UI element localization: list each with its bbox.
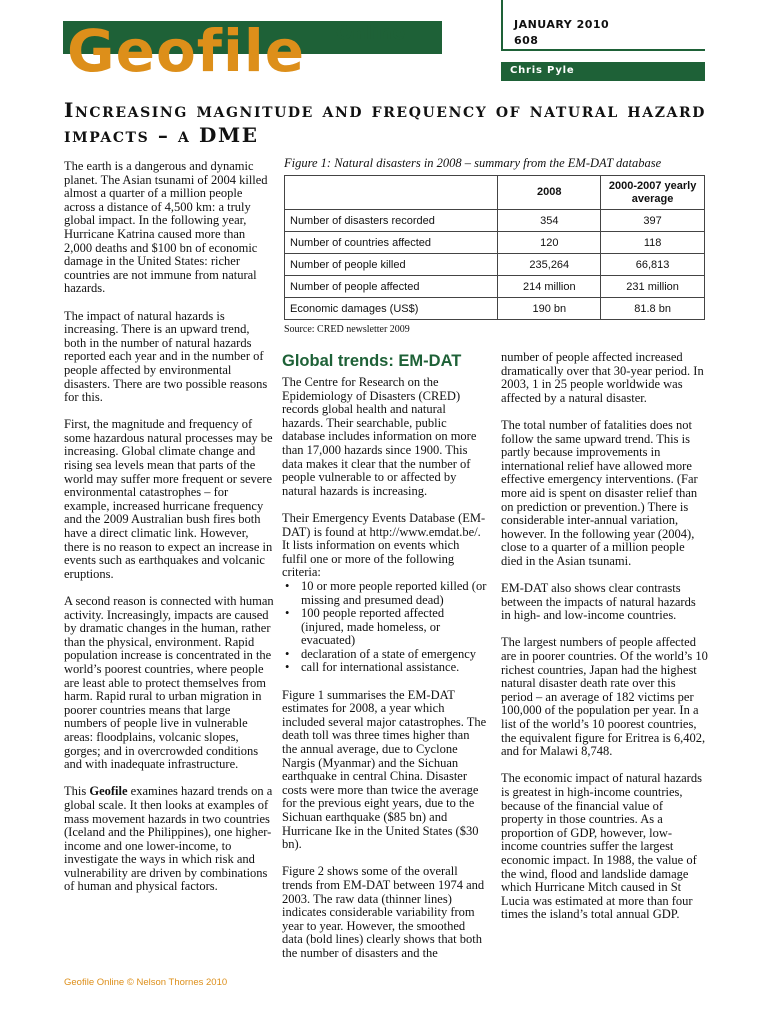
geofile-bold: Geofile — [89, 784, 128, 799]
row-label: Number of countries affected — [285, 232, 498, 254]
paragraph: The economic impact of natural hazards is greatest in high-income countries, because of the financial value of property in those countries. As a proportion of GDP, however, low-income countries suffer the largest economic impact. In 1988, the value of the wind, flood and landslide damage which Hurricane Mitch caused in St Lucia was estimated at more than four times the island’s total annual GDP. — [501, 771, 702, 922]
value-2008: 214 million — [498, 276, 601, 298]
paragraph: Figure 2 shows some of the overall trends from EM-DAT between 1974 and 2003. The raw data (thinner lines) indicates considerable variability from year to year. However, the smoothed data (bold lines) clearly shows that both the number of disasters and the — [282, 864, 485, 960]
table-row — [285, 210, 705, 232]
table-row — [285, 298, 705, 320]
value-average: 231 million — [601, 276, 705, 298]
paragraph: Figure 1 summarises the EM-DAT estimates for 2008, a year which included several major catastrophes. The death toll was three times higher than the annual average, due to Cyclone Nargis (Myanmar) and the Sichuan earthquake in central China. Disaster costs were more than twice the average for the previous eight years, due to the Sichuan earthquake ($85 bn) and Hurricane Ike in the United States ($30 bn). — [282, 687, 487, 852]
header-cell: 2000-2007 yearly average — [601, 176, 705, 210]
issue-date: JANUARY 2010 — [514, 18, 610, 31]
paragraph-text: examines hazard trends on a global scale. It then looks at examples of mass movement hazards in two countries (Iceland and the Philippines), one higher-income and one lower-income, to investigate the ways in which risk and vulnerability are driven by combinations of human and physical factors. — [64, 784, 273, 894]
paragraph: First, the magnitude and frequency of some hazardous natural processes may be increasing. Global climate change and rising sea levels mean that parts of the world may suffer more frequent or severe environmental catastrophes – for example, increased hurricane frequency and the 2009 Australian bush fires both have a direct climatic link. However, there is no reason to expect an increase in events such as earthquakes and volcanic eruptions. — [64, 417, 273, 581]
column-1 — [64, 160, 274, 908]
list-item: • call for international assistance. — [282, 661, 487, 675]
paragraph: The impact of natural hazards is increasing. There is an upward trend, both in the number of natural hazards reported each year and in the number of people affected by environmental disasters. There are two possible reasons for this. — [64, 308, 268, 405]
issue-info — [501, 0, 705, 51]
row-label: Number of disasters recorded — [285, 210, 498, 232]
value-2008: 354 — [498, 210, 601, 232]
footer-copyright: Geofile Online © Nelson Thornes 2010 — [64, 977, 228, 988]
row-label: Number of people affected — [285, 276, 498, 298]
value-2008: 190 bn — [498, 298, 601, 320]
paragraph: EM-DAT also shows clear contrasts between the impacts of natural hazards in high- and low-income countries. — [501, 581, 696, 623]
criteria-list — [282, 580, 487, 675]
table-header-row — [285, 176, 705, 210]
header-cell — [285, 176, 498, 210]
value-average: 397 — [601, 210, 705, 232]
article-title: Increasing magnitude and frequency of natural hazard impacts – a DME — [64, 98, 706, 147]
geofile-logo — [67, 17, 306, 85]
value-2008: 235,264 — [498, 254, 601, 276]
value-average: 118 — [601, 232, 705, 254]
list-item: • 100 people reported affected (injured, made homeless, or evacuated) — [282, 607, 487, 648]
table-row — [285, 254, 705, 276]
table-row — [285, 232, 705, 254]
author-name: Chris Pyle — [501, 62, 705, 81]
figure-caption: Figure 1: Natural disasters in 2008 – summary from the EM-DAT database — [284, 156, 662, 170]
section-heading: Global trends: EM-DAT — [282, 352, 462, 370]
header-cell: 2008 — [498, 176, 601, 210]
paragraph-text: This — [64, 784, 90, 799]
paragraph: The largest numbers of people affected are in poorer countries. Of the world’s 10 richest countries, Japan had the highest natural disaster death rate over this period – an average of 182 victims per 100,000 of the population per year. In a list of the world’s 10 poorest countries, the equivalent figure for Eritrea is 6,402, and for Malawi 8,748. — [501, 635, 708, 759]
paragraph — [64, 785, 274, 894]
logo-online: Online — [336, 22, 406, 44]
issue-number: 608 — [514, 34, 539, 47]
logo-file: file — [196, 17, 306, 85]
paragraph: number of people affected increased dramatically over that 30-year period. In 2003, 1 in 25 people worldwide was affected by a natural disaster. — [501, 350, 704, 405]
list-item: • 10 or more people reported killed (or missing and presumed dead) — [282, 580, 487, 607]
logo-geo: Geo — [67, 17, 197, 85]
value-2008: 120 — [498, 232, 601, 254]
list-item: • declaration of a state of emergency — [282, 648, 487, 662]
row-label: Economic damages (US$) — [285, 298, 498, 320]
row-label: Number of people killed — [285, 254, 498, 276]
paragraph: Their Emergency Events Database (EM-DAT) is found at http://www.emdat.be/. It lists information on events which fulfil one or more of the following criteria: — [282, 510, 486, 580]
value-average: 81.8 bn — [601, 298, 705, 320]
disasters-table — [284, 175, 705, 320]
paragraph: A second reason is connected with human activity. Increasingly, impacts are caused by dramatic changes in the human, rather than the physical, environment. Rapid population increase is concentrated in the world’s poorest countries, where people are least able to protect themselves from harm. Rapid rural to urban migration in poorer countries means that large numbers of people live in vulnerable areas: floodplains, volcanic slopes, gorges; and in overcrowded conditions and with inadequate infrastructure. — [64, 594, 274, 772]
table-row — [285, 276, 705, 298]
value-average: 66,813 — [601, 254, 705, 276]
paragraph: The Centre for Research on the Epidemiology of Disasters (CRED) records global health and natural hazards. Their searchable, public database includes information on more than 17,000 hazards since 1900. This data makes it clear that the number of people vulnerable to or affected by natural hazards is increasing. — [282, 375, 477, 498]
column-3 — [501, 351, 708, 936]
paragraph: The total number of fatalities does not follow the same upward trend. This is partly because improvements in international relief have allowed more effective emergency interventions. (Far more aid is spent on disaster relief than on prediction or prevention.) There is considerable inter-annual variation, however. In the following year (2004), close to a quarter of a million people died in the Asian tsunami. — [501, 417, 698, 568]
figure-source: Source: CRED newsletter 2009 — [284, 324, 410, 335]
paragraph: The earth is a dangerous and dynamic planet. The Asian tsunami of 2004 killed almost a quarter of a million people across a distance of 4,500 km: a truly global impact. In the following year, Hurricane Katrina caused more than 2,000 deaths and $100 bn of economic damage in the United States: richer countries are not immune from natural hazards. — [64, 159, 268, 296]
column-2 — [282, 376, 487, 974]
